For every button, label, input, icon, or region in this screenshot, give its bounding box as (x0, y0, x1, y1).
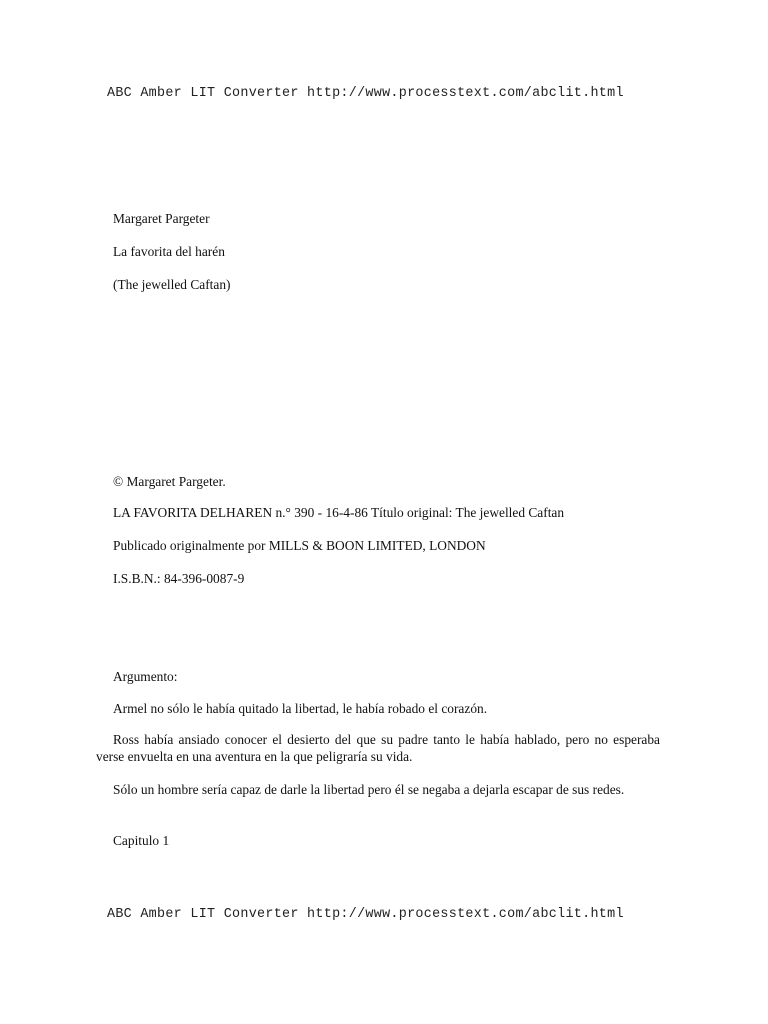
synopsis-heading: Argumento: (113, 669, 178, 684)
original-title: (The jewelled Caftan) (113, 277, 231, 292)
synopsis-paragraph-2: Ross había ansiado conocer el desierto del que su padre tanto le había hablado, pero no esperaba verse envuelta en una aventura en la que peligraría su vida. (96, 732, 660, 764)
synopsis-paragraph-3: Sólo un hombre sería capaz de darle la libertad pero él se negaba a dejarla escapar de sus redes. (113, 782, 625, 797)
edition-line: LA FAVORITA DELHAREN n.° 390 - 16-4-86 Título original: The jewelled Caftan (113, 505, 565, 520)
copyright-line: © Margaret Pargeter. (113, 474, 226, 489)
book-title: La favorita del harén (113, 244, 225, 259)
converter-footer: ABC Amber LIT Converter http://www.processtext.com/abclit.html (107, 907, 624, 922)
chapter-heading: Capitulo 1 (113, 833, 170, 848)
publisher-line: Publicado originalmente por MILLS & BOON LIMITED, LONDON (113, 538, 486, 553)
author-name: Margaret Pargeter (113, 211, 210, 226)
isbn-line: I.S.B.N.: 84-396-0087-9 (113, 571, 245, 586)
converter-header: ABC Amber LIT Converter http://www.processtext.com/abclit.html (107, 86, 624, 101)
synopsis-paragraph-1: Armel no sólo le había quitado la libertad, le había robado el corazón. (113, 701, 488, 716)
